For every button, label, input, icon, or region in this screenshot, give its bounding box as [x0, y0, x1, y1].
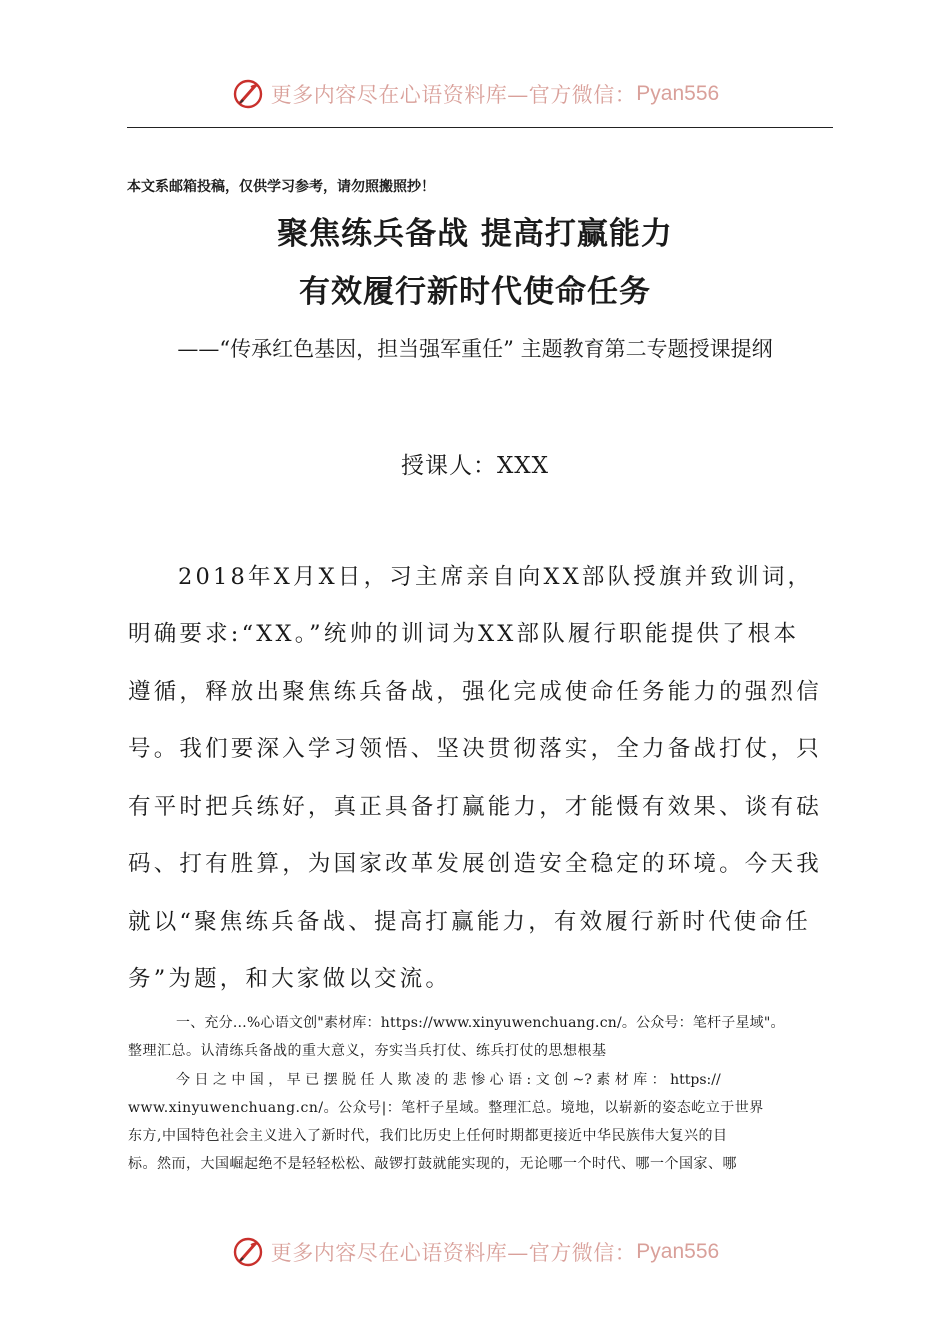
small-text-line: 今 日 之 中 国 ， 早 已 摆 脱 任 人 欺 凌 的 悲 惨 心 语 : 文 创 ~? 素 材 库 ： https:// [176, 1072, 721, 1088]
lecturer: 授课人：XXX [400, 453, 550, 479]
header-divider [127, 127, 833, 128]
small-text-line: 标。然而，大国崛起绝不是轻轻松松、敲锣打鼓就能实现的，无论哪一个时代、哪一个国家、哪 [128, 1156, 737, 1172]
footer-banner-text: 更多内容尽在心语资料库—官方微信： [270, 1241, 637, 1265]
small-text-line: 整理汇总。认清练兵备战的重大意义，夯实当兵打仗、练兵打仗的思想根基 [128, 1043, 607, 1059]
body-line: 码、打有胜算，为国家改革发展创造安全稳定的环境。今天我 [128, 851, 822, 877]
pen-logo-icon [231, 1235, 265, 1269]
body-line: 号。我们要深入学习领悟、坚决贯彻落实，全力备战打仗，只 [128, 736, 822, 762]
header-banner [0, 72, 950, 116]
title-line-1: 聚焦练兵备战 提高打赢能力 [277, 216, 673, 252]
small-text-line: www.xinyuwenchuang.cn/。公众号|：笔杆子星域。整理汇总。境地，以崭新的姿态屹立于世界 [128, 1100, 764, 1116]
body-line: 有平时把兵练好，真正具备打赢能力，才能慑有效果、谈有砝 [128, 794, 822, 820]
body-line: 务”为题，和大家做以交流。 [128, 966, 452, 992]
submission-notice: 本文系邮箱投稿，仅供学习参考，请勿照搬照抄！ [127, 179, 435, 195]
title-line-2: 有效履行新时代使命任务 [299, 274, 651, 310]
body-line: 明确要求:“XX。”统帅的训词为XX部队履行职能提供了根本 [128, 621, 800, 647]
header-wechat-id: Pyan556 [636, 82, 720, 105]
header-banner-text: 更多内容尽在心语资料库—官方微信： [270, 83, 637, 107]
footer-wechat-id: Pyan556 [636, 1240, 720, 1263]
body-line: 就以“聚焦练兵备战、提高打赢能力，有效履行新时代使命任 [128, 909, 811, 935]
pen-logo-icon [231, 77, 265, 111]
footer-banner [0, 1230, 950, 1274]
subtitle: ——“传承红色基因，担当强军重任” 主题教育第二专题授课提纲 [177, 337, 773, 361]
body-line: 2018年X月X日，习主席亲自向XX部队授旗并致训词， [178, 564, 814, 590]
body-line: 遵循，释放出聚焦练兵备战，强化完成使命任务能力的强烈信 [128, 679, 822, 705]
small-text-line: 东方,中国特色社会主义进入了新时代，我们比历史上任何时期都更接近中华民族伟大复兴的目 [128, 1128, 728, 1144]
small-text-line: 一、充分…%心语文创"素材库：https://www.xinyuwenchuang.cn/。公众号：笔杆子星域"。 [176, 1015, 785, 1031]
